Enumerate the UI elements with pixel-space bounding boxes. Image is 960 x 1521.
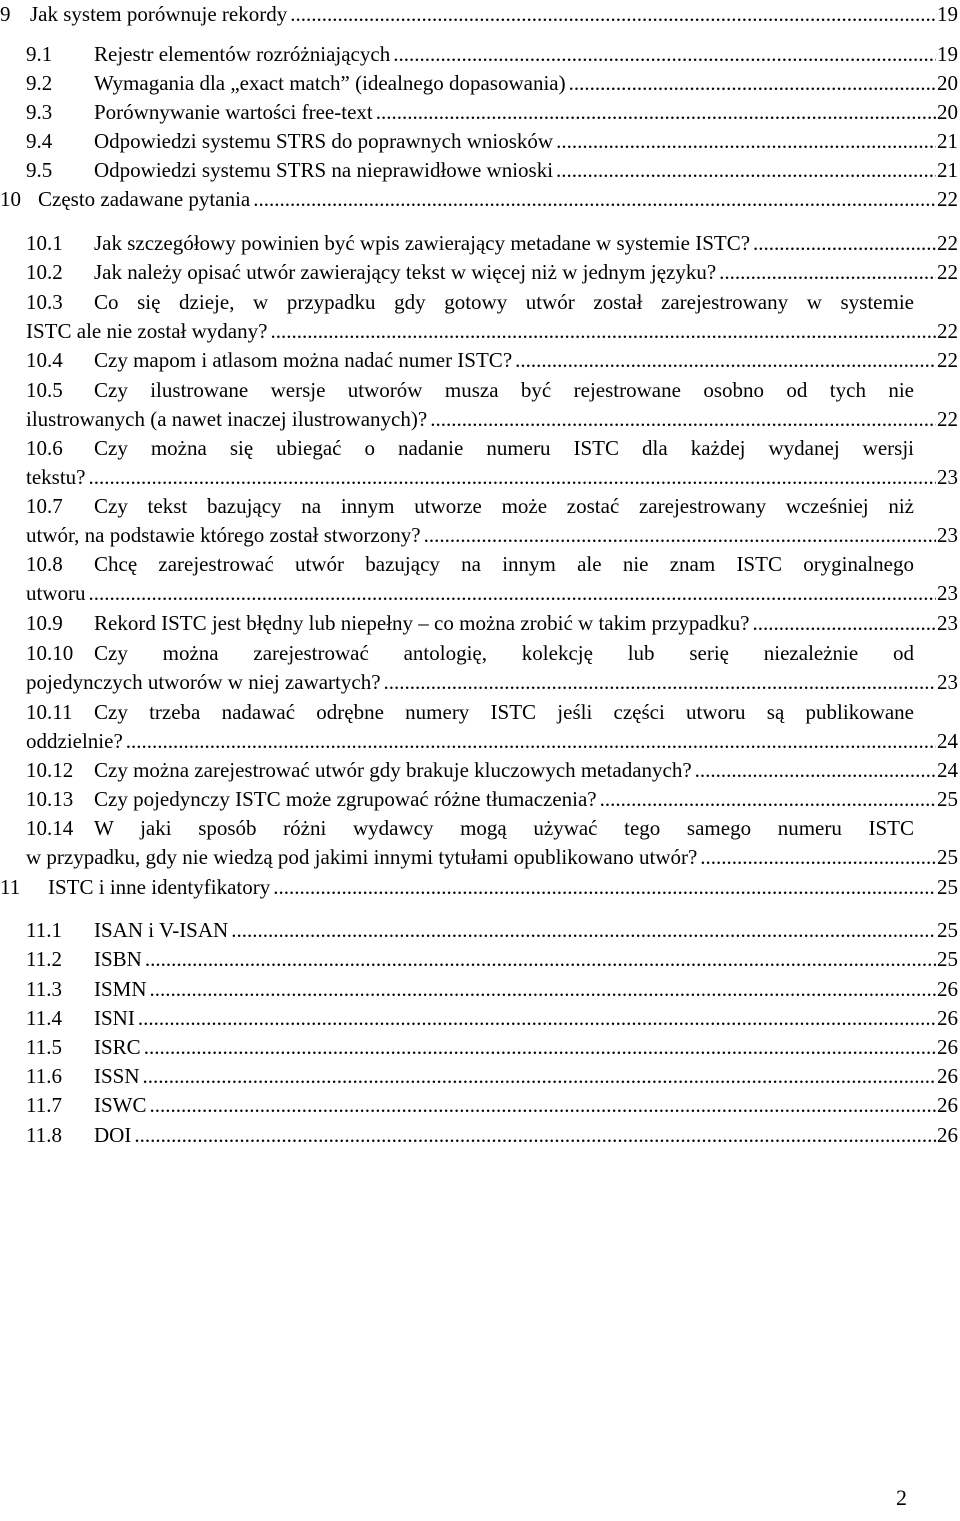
toc-entry-title: ISNI — [94, 1006, 135, 1030]
toc-line — [26, 945, 958, 974]
toc-line — [26, 1121, 958, 1150]
toc-entry-number: 11.7 — [26, 1093, 62, 1117]
toc-line — [26, 1091, 958, 1120]
toc-line — [26, 639, 958, 668]
toc-entry-number: 10.1 — [26, 231, 63, 255]
toc-entry-number: 9.4 — [26, 129, 53, 153]
toc-entry-page: 25 — [937, 875, 958, 899]
toc-entry — [26, 69, 958, 98]
toc-leader-dots — [515, 346, 936, 375]
toc-entry-page: 25 — [937, 787, 958, 811]
toc-entry-number: 9.3 — [26, 100, 53, 124]
toc-entry-number: 10.6 — [26, 436, 63, 460]
toc-leader-dots — [143, 1062, 936, 1091]
toc-entry-page: 26 — [937, 1035, 958, 1059]
toc-entry-title: ISBN — [94, 947, 142, 971]
toc-entry-page: 23 — [937, 523, 958, 547]
toc-entry — [26, 1091, 958, 1120]
toc-line — [26, 258, 958, 287]
toc-entry — [26, 1062, 958, 1091]
toc-line — [26, 975, 958, 1004]
toc-leader-dots — [424, 521, 936, 550]
toc-entry-number: 11.2 — [26, 947, 62, 971]
toc-entry-number: 10.13 — [26, 787, 74, 811]
toc-entry-title: Czy można zarejestrować antologię, kolekcję lub serię niezależnie od — [94, 641, 914, 665]
toc-entry-page: 24 — [937, 729, 958, 753]
toc-entry-title: ISMN — [94, 977, 147, 1001]
toc-entry — [26, 98, 958, 127]
toc-entry — [26, 1004, 958, 1033]
toc-entry-number: 11.4 — [26, 1006, 62, 1030]
toc-line — [26, 785, 958, 814]
toc-entry — [26, 258, 958, 287]
toc-entry-page: 24 — [937, 758, 958, 782]
toc-entry — [26, 229, 958, 258]
toc-line — [26, 668, 958, 697]
toc-entry-title: Rekord ISTC jest błędny lub niepełny – co można zrobić w takim przypadku? — [94, 611, 750, 635]
toc-line — [26, 916, 958, 945]
toc-entry-number: 11.1 — [26, 918, 62, 942]
toc-leader-dots — [144, 1033, 936, 1062]
toc-entry-title: Czy tekst bazujący na innym utworze może zostać zarejestrowany wcześniej niż — [94, 494, 914, 518]
toc-entry-number: 10.8 — [26, 552, 63, 576]
toc-entry-page: 19 — [937, 42, 958, 66]
toc-entry-title: ISAN i V-ISAN — [94, 918, 229, 942]
toc-leader-dots — [376, 98, 936, 127]
toc-entry — [26, 1121, 958, 1150]
toc-entry-page: 19 — [937, 2, 958, 26]
toc-entry — [26, 1033, 958, 1062]
toc-leader-dots — [695, 756, 936, 785]
toc-line — [26, 550, 958, 579]
toc-entry-page: 26 — [937, 1064, 958, 1088]
toc-entry-title-continued: oddzielnie? — [26, 729, 123, 753]
toc-entry — [26, 127, 958, 156]
toc-entry — [26, 945, 958, 974]
toc-leader-dots — [290, 0, 936, 29]
toc-line — [26, 814, 958, 843]
toc-entry-page: 26 — [937, 1093, 958, 1117]
toc-line — [26, 756, 958, 785]
toc-entry-title: Czy ilustrowane wersje utworów musza być rejestrowane osobno od tych nie — [94, 378, 914, 402]
toc-entry — [0, 873, 958, 902]
toc-entry-page: 22 — [937, 231, 958, 255]
toc-entry-title-continued: ilustrowanych (a nawet inaczej ilustrowanych)? — [26, 407, 428, 431]
toc-entry-page: 21 — [937, 129, 958, 153]
toc-leader-dots — [88, 463, 936, 492]
toc-entry-number: 10.7 — [26, 494, 63, 518]
toc-entry-page: 20 — [937, 100, 958, 124]
toc-entry-title: Czy można zarejestrować utwór gdy brakuje kluczowych metadanych? — [94, 758, 692, 782]
toc-entry-number: 10.9 — [26, 611, 63, 635]
toc-leader-dots — [719, 258, 936, 287]
toc-leader-dots — [138, 1004, 936, 1033]
toc-line — [26, 521, 958, 550]
toc-entry — [26, 916, 958, 945]
page-number: 2 — [896, 1485, 907, 1510]
toc-entry-page: 23 — [937, 611, 958, 635]
toc-entry-title: Porównywanie wartości free-text — [94, 100, 373, 124]
toc-entry-page: 23 — [937, 581, 958, 605]
toc-entry-title: W jaki sposób różni wydawcy mogą używać tego samego numeru ISTC — [94, 816, 914, 840]
toc-entry-number: 9.1 — [26, 42, 53, 66]
toc-entry-number: 10.5 — [26, 378, 63, 402]
toc-line — [26, 1004, 958, 1033]
toc-entry-title: ISSN — [94, 1064, 140, 1088]
toc-entry-page: 22 — [937, 187, 958, 211]
toc-line — [26, 127, 958, 156]
toc-entry-title: Jak należy opisać utwór zawierający tekst w więcej niż w jednym języku? — [94, 260, 717, 284]
toc-entry — [26, 975, 958, 1004]
toc-leader-dots — [384, 668, 936, 697]
toc-line — [26, 698, 958, 727]
toc-entry-page: 26 — [937, 1006, 958, 1030]
toc-line — [26, 156, 958, 185]
toc-entry — [26, 698, 958, 756]
toc-entry-title-continued: w przypadku, gdy nie wiedzą pod jakimi innymi tytułami opublikowano utwór? — [26, 845, 698, 869]
toc-entry-number: 11.5 — [26, 1035, 62, 1059]
toc-entry-number: 11 — [0, 875, 21, 899]
toc-entry-page: 25 — [937, 947, 958, 971]
toc-entry-number: 10.2 — [26, 260, 63, 284]
toc-entry-title: Jak szczegółowy powinien być wpis zawierający metadane w systemie ISTC? — [94, 231, 751, 255]
toc-entry — [26, 288, 958, 346]
toc-entry — [26, 639, 958, 697]
toc-entry-page: 22 — [937, 319, 958, 343]
toc-leader-dots — [556, 127, 936, 156]
toc-leader-dots — [126, 727, 936, 756]
toc-entry — [26, 376, 958, 434]
toc-entry-page: 22 — [937, 407, 958, 431]
toc-entry-title: Często zadawane pytania — [38, 187, 251, 211]
toc-leader-dots — [253, 185, 936, 214]
toc-entry-page: 23 — [937, 465, 958, 489]
toc-entry-number: 10.10 — [26, 641, 74, 665]
toc-leader-dots — [150, 975, 936, 1004]
toc-leader-dots — [145, 945, 936, 974]
toc-entry-title-continued: ISTC ale nie został wydany? — [26, 319, 268, 343]
toc-entry-page: 26 — [937, 1123, 958, 1147]
toc-entry-number: 10.12 — [26, 758, 74, 782]
toc-entry-number: 10.11 — [26, 700, 73, 724]
toc-line — [26, 434, 958, 463]
toc-entry-title-continued: tekstu? — [26, 465, 86, 489]
toc-entry-title: Czy mapom i atlasom można nadać numer ISTC? — [94, 348, 513, 372]
toc-entry — [26, 434, 958, 492]
toc-leader-dots — [753, 229, 936, 258]
toc-entry — [26, 346, 958, 375]
toc-entry — [26, 609, 958, 638]
toc-line — [26, 405, 958, 434]
toc-entry-title-continued: pojedynczych utworów w niej zawartych? — [26, 670, 381, 694]
toc-entry-title: ISTC i inne identyfikatory — [48, 875, 271, 899]
toc-line — [26, 463, 958, 492]
toc-leader-dots — [134, 1121, 936, 1150]
toc-entry-page: 26 — [937, 977, 958, 1001]
toc-entry-title: Czy pojedynczy ISTC może zgrupować różne tłumaczenia? — [94, 787, 597, 811]
toc-leader-dots — [700, 843, 936, 872]
toc-entry-title: Wymagania dla „exact match” (idealnego dopasowania) — [94, 71, 566, 95]
toc-leader-dots — [600, 785, 936, 814]
toc-entry — [26, 40, 958, 69]
toc-entry-number: 9.2 — [26, 71, 53, 95]
toc-entry-number: 11.8 — [26, 1123, 62, 1147]
toc-entry-title: Jak system porównuje rekordy — [30, 2, 288, 26]
toc-entry-page: 21 — [937, 158, 958, 182]
toc-leader-dots — [270, 317, 936, 346]
toc-line — [0, 0, 958, 29]
toc-entry-page: 25 — [937, 918, 958, 942]
toc-line — [0, 185, 958, 214]
toc-line — [26, 492, 958, 521]
toc-leader-dots — [753, 609, 936, 638]
toc-entry — [26, 756, 958, 785]
toc-entry-number: 9 — [0, 2, 11, 26]
toc-line — [26, 69, 958, 98]
toc-leader-dots — [393, 40, 936, 69]
toc-entry-number: 10 — [0, 187, 21, 211]
toc-line — [26, 843, 958, 872]
toc-line — [26, 579, 958, 608]
toc-entry — [0, 0, 958, 29]
toc-entry-title: Rejestr elementów rozróżniających — [94, 42, 391, 66]
toc-entry-title: Odpowiedzi systemu STRS do poprawnych wniosków — [94, 129, 554, 153]
toc-line — [26, 288, 958, 317]
toc-entry-title: Chcę zarejestrować utwór bazujący na innym ale nie znam ISTC oryginalnego — [94, 552, 914, 576]
toc-line — [26, 40, 958, 69]
toc-entry-number: 10.14 — [26, 816, 74, 840]
toc-entry — [26, 156, 958, 185]
toc-line — [26, 317, 958, 346]
toc-entry — [26, 492, 958, 550]
toc-entry-title: Co się dzieje, w przypadku gdy gotowy utwór został zarejestrowany w systemie — [94, 290, 914, 314]
toc-entry — [26, 550, 958, 608]
toc-leader-dots — [150, 1091, 937, 1120]
toc-line — [26, 1033, 958, 1062]
toc-line — [26, 98, 958, 127]
toc-line — [26, 609, 958, 638]
toc-line — [26, 346, 958, 375]
toc-entry-page: 22 — [937, 260, 958, 284]
toc-entry-page: 23 — [937, 670, 958, 694]
toc-entry-title: Czy można się ubiegać o nadanie numeru ISTC dla każdej wydanej wersji — [94, 436, 914, 460]
toc-entry-title-continued: utwór, na podstawie którego został stworzony? — [26, 523, 421, 547]
toc-line — [0, 873, 958, 902]
toc-entry-title: Odpowiedzi systemu STRS na nieprawidłowe wnioski — [94, 158, 554, 182]
toc-entry-number: 10.3 — [26, 290, 63, 314]
toc-entry-page: 25 — [937, 845, 958, 869]
toc-entry-number: 9.5 — [26, 158, 53, 182]
toc-entry-title: DOI — [94, 1123, 132, 1147]
toc-leader-dots — [556, 156, 936, 185]
toc-entry — [26, 785, 958, 814]
toc-line — [26, 376, 958, 405]
toc-entry-number: 11.3 — [26, 977, 62, 1001]
toc-entry-page: 20 — [937, 71, 958, 95]
toc-entry-number: 10.4 — [26, 348, 63, 372]
toc-leader-dots — [430, 405, 936, 434]
toc-entry — [0, 185, 958, 214]
toc-leader-dots — [273, 873, 936, 902]
toc-entry-title: Czy trzeba nadawać odrębne numery ISTC jeśli części utworu są publikowane — [94, 700, 914, 724]
toc-leader-dots — [231, 916, 936, 945]
toc-leader-dots — [89, 579, 937, 608]
toc-line — [26, 1062, 958, 1091]
toc-entry-number: 11.6 — [26, 1064, 62, 1088]
toc-line — [26, 229, 958, 258]
toc-entry-title-continued: utworu — [26, 581, 86, 605]
toc-entry-page: 22 — [937, 348, 958, 372]
toc-leader-dots — [569, 69, 936, 98]
toc-entry-title: ISWC — [94, 1093, 147, 1117]
toc-entry-title: ISRC — [94, 1035, 141, 1059]
toc-entry — [26, 814, 958, 872]
toc-line — [26, 727, 958, 756]
